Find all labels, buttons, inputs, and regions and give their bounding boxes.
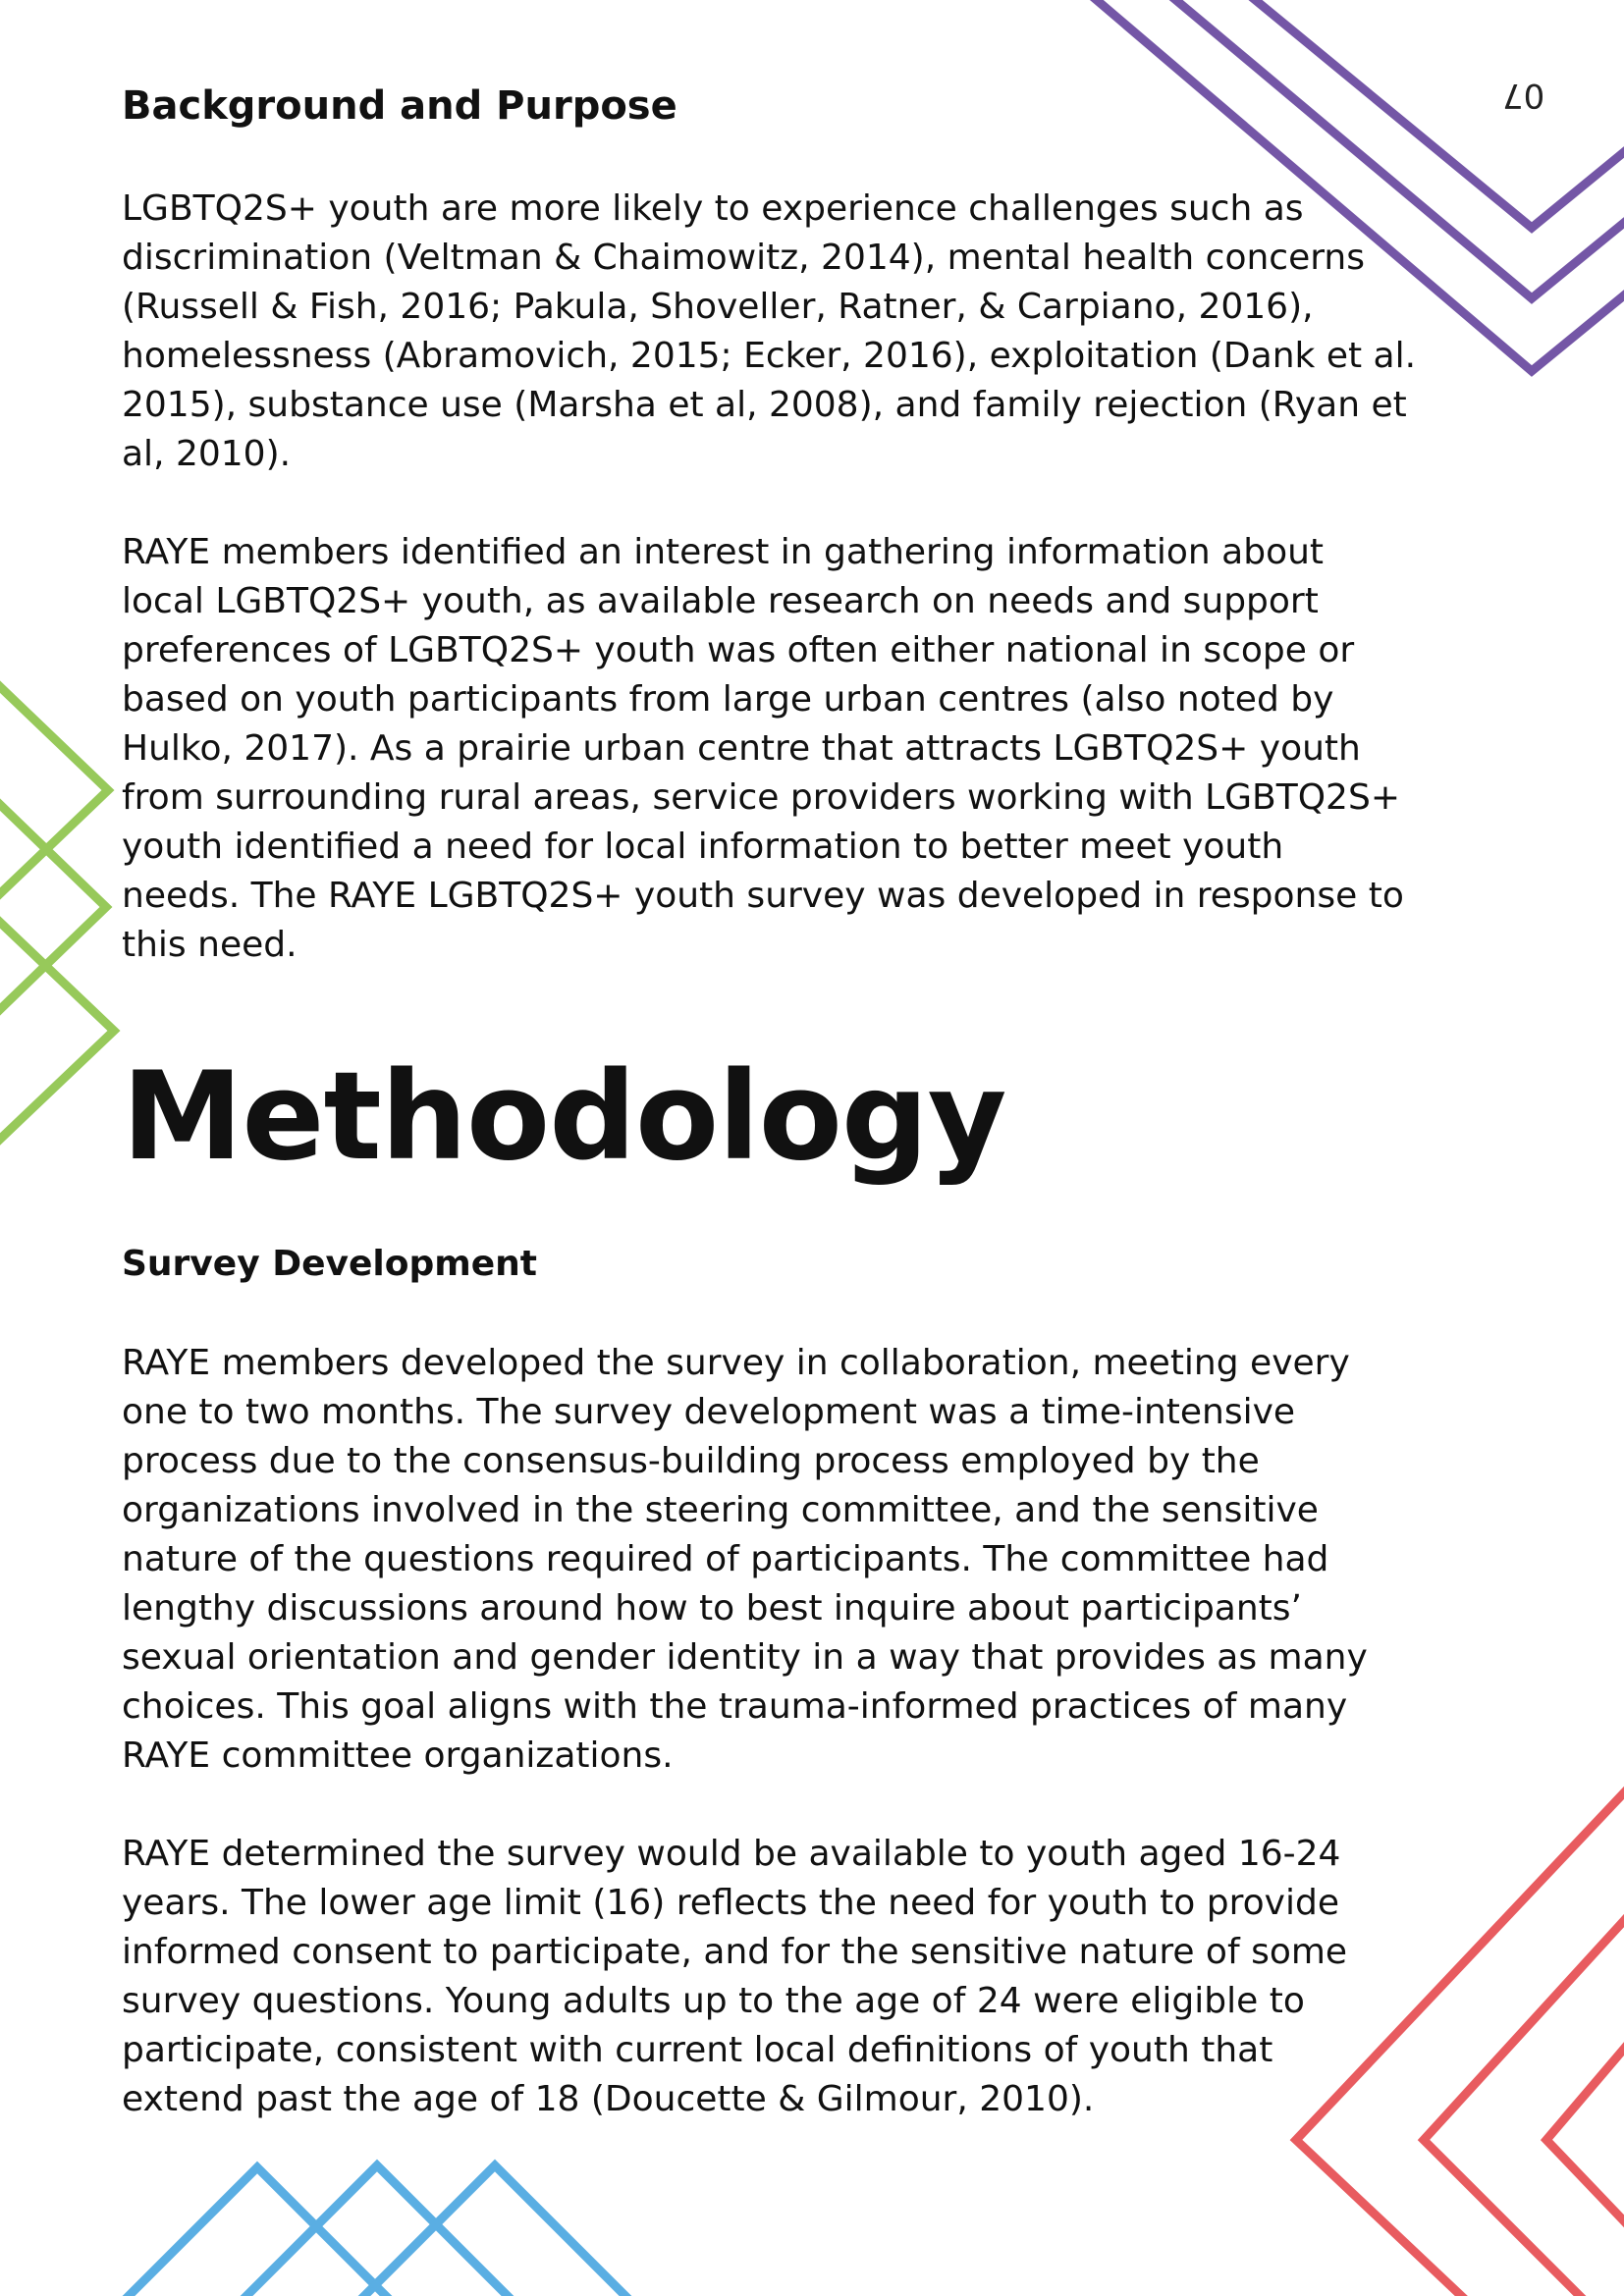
survey-development-heading-block [122, 1243, 1428, 1285]
blue-chevron-3 [353, 2165, 636, 2296]
background-heading: Background and Purpose [122, 83, 677, 129]
red-chevron-2 [1424, 1914, 1624, 2296]
survey-paragraph-2: RAYE determined the survey would be available to youth aged 16-24 years. The lower age limit (16) reflects the need for youth to provide informed consent to participate, and for the sensitive nature of some survey questions. Young adults up to the age of 24 were eligible to participate, consistent with current local definitions of youth that extend past the age of 18 (Doucette & Gilmour, 2010). [122, 1834, 1348, 2119]
blue-chevron-1 [118, 2167, 397, 2296]
background-section [122, 82, 1428, 130]
survey-paragraph-1-block [122, 1339, 1428, 1781]
blue-chevron-2 [236, 2165, 518, 2296]
background-paragraph-2: RAYE members identified an interest in gathering information about local LGBTQ2S+ youth, as available research on needs and support preferences of LGBTQ2S+ youth was often either national in scope or based on youth participants from large urban centres (also noted by Hulko, 2017). As a prairie urban centre that attracts LGBTQ2S+ youth from surrounding rural areas, service providers working with LGBTQ2S+ youth identified a need for local information to better meet youth needs. The RAYE LGBTQ2S+ youth survey was developed in response to this need. [122, 532, 1404, 965]
survey-paragraph-1: RAYE members developed the survey in collaboration, meeting every one to two months. The survey development was a time-intensive process due to the consensus-building process employed by the organizations involved in the steering committee, and the sensitive nature of the questions required of participants. The committee had lengthy discussions around how to best inquire about participants’ sexual orientation and gender identity in a way that provides as many choices. This goal aligns with the trauma-informed practices of many RAYE committee organizations. [122, 1343, 1368, 1776]
green-chevron-2 [0, 795, 106, 1019]
methodology-title: Methodology [122, 1046, 1006, 1188]
survey-development-heading: Survey Development [122, 1244, 537, 1284]
survey-paragraph-2-block [122, 1830, 1428, 2124]
background-paragraph-1: LGBTQ2S+ youth are more likely to experience challenges such as discrimination (Veltman & Chaimowitz, 2014), mental health concerns (Russell & Fish, 2016; Pakula, Shoveller, Ratner, & Carpiano, 2016), homelessness (Abramovich, 2015; Ecker, 2016), exploitation (Dank et al. 2015), substance use (Marsha et al, 2008), and family rejection (Ryan et al, 2010). [122, 188, 1417, 474]
red-chevron-3 [1546, 2042, 1624, 2248]
green-chevron-3 [0, 913, 114, 1148]
green-chevron-1 [0, 677, 108, 903]
page-number: 07 [1502, 76, 1545, 115]
background-paragraph-2-block [122, 528, 1428, 970]
background-paragraph-1-block [122, 185, 1428, 479]
methodology-title-block [122, 1046, 1428, 1188]
